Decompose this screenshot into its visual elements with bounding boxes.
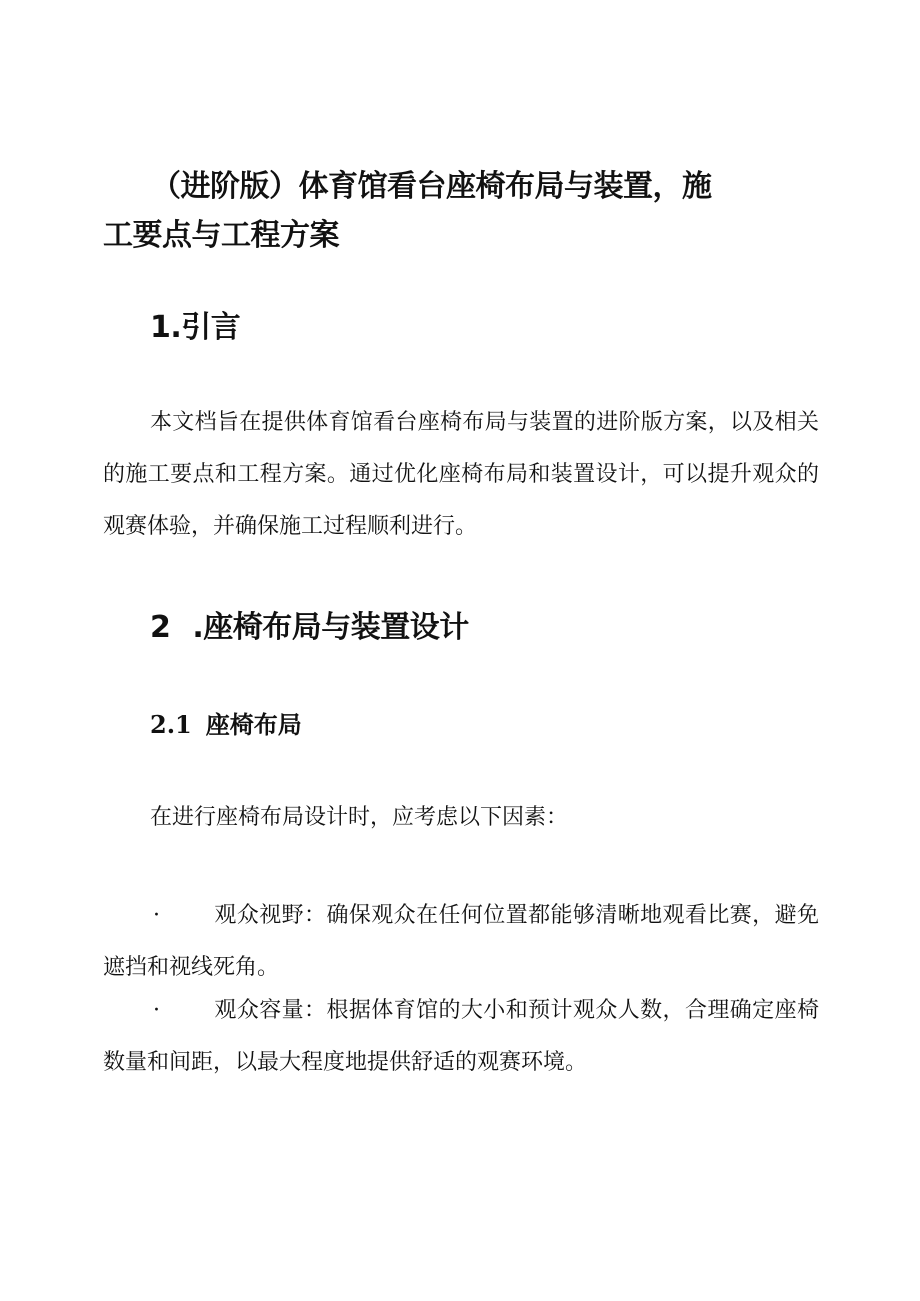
bullet-item-viewing: [103, 890, 819, 994]
subsection-2-1-heading: [150, 710, 302, 740]
document-title-line-2: 工要点与工程方案: [103, 218, 339, 253]
bullet-text: 观众容量：根据体育馆的大小和预计观众人数，合理确定座椅数量和间距，以最大程度地提供舒适的观赛环境。: [103, 998, 819, 1075]
bullet-text: 观众视野：确保观众在任何位置都能够清晰地观看比赛，避免遮挡和视线死角。: [103, 903, 819, 980]
section-2-heading: [150, 610, 469, 646]
section-2-number: 2: [150, 610, 171, 645]
document-title-line-1: （进阶版）体育馆看台座椅布局与装置，施: [151, 169, 712, 204]
subsection-2-1-number: 2.1: [150, 710, 192, 739]
subsection-2-1-intro: 在进行座椅布局设计时，应考虑以下因素：: [150, 805, 569, 830]
subsection-2-1-heading-text: 座椅布局: [205, 711, 302, 739]
bullet-item-capacity: [103, 985, 819, 1089]
section-2-heading-text: .座椅布局与装置设计: [192, 610, 469, 645]
bullet-dot: ·: [153, 903, 160, 928]
section-1-heading: 1.引言: [150, 310, 241, 345]
section-1-paragraph: 本文档旨在提供体育馆看台座椅布局与装置的进阶版方案，以及相关的施工要点和工程方案。通过优化座椅布局和装置设计，可以提升观众的观赛体验，并确保施工过程顺利进行。: [103, 410, 819, 539]
bullet-dot: ·: [153, 998, 160, 1023]
